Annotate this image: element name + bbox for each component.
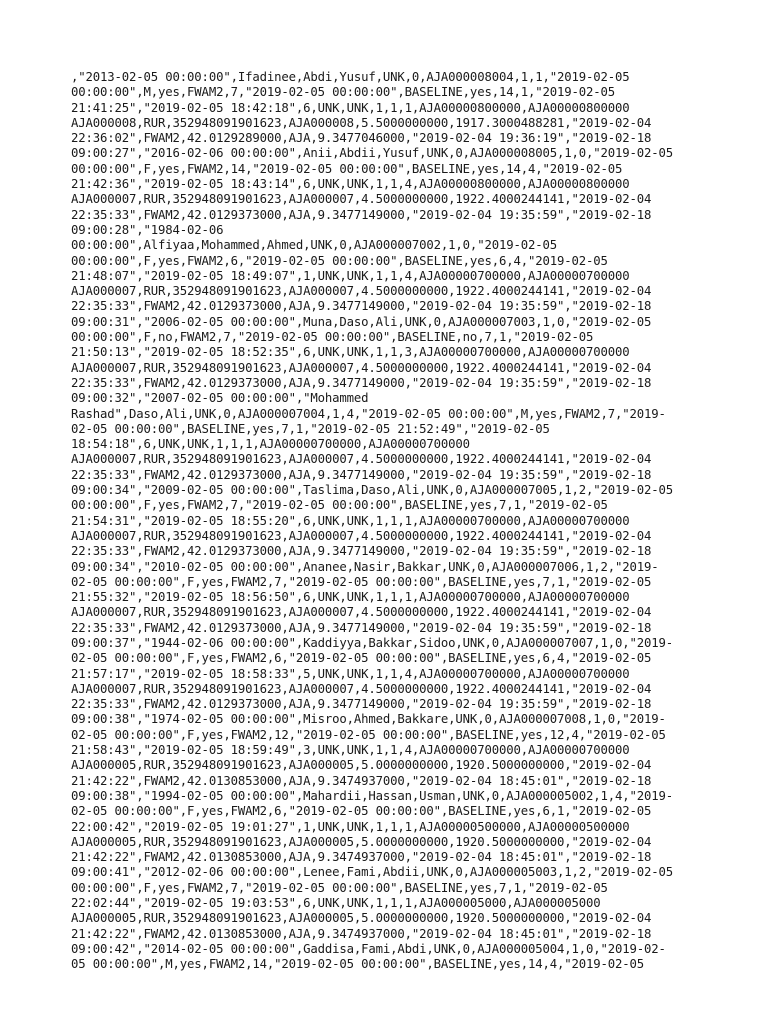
text-line: AJA000005,RUR,352948091901623,AJA000005,5.0000000000,1920.5000000000,"2019-02-04 <box>71 834 652 849</box>
text-line: 00:00:00",Alfiyaa,Mohammed,Ahmed,UNK,0,AJA000007002,1,0,"2019-02-05 <box>71 238 557 253</box>
text-line: 21:42:22",FWAM2,42.0130853000,AJA,9.3474937000,"2019-02-04 18:45:01","2019-02-18 <box>71 850 652 865</box>
text-line: AJA000007,RUR,352948091901623,AJA000007,4.5000000000,1922.4000244141,"2019-02-04 <box>71 284 652 299</box>
text-line: 00:00:00",F,yes,FWAM2,6,"2019-02-05 00:00:00",BASELINE,yes,6,4,"2019-02-05 <box>71 253 608 268</box>
text-line: 09:00:28","1984-02-06 <box>71 222 224 237</box>
text-line: 21:48:07","2019-02-05 18:49:07",1,UNK,UNK,1,1,4,AJA00000700000,AJA00000700000 <box>71 268 630 283</box>
text-line: 22:35:33",FWAM2,42.0129373000,AJA,9.3477149000,"2019-02-04 19:35:59","2019-02-18 <box>71 620 652 635</box>
text-line: AJA000005,RUR,352948091901623,AJA000005,5.0000000000,1920.5000000000,"2019-02-04 <box>71 911 652 926</box>
text-line: 00:00:00",M,yes,FWAM2,7,"2019-02-05 00:00:00",BASELINE,yes,14,1,"2019-02-05 <box>71 85 616 100</box>
text-line: AJA000008,RUR,352948091901623,AJA000008,5.5000000000,1917.3000488281,"2019-02-04 <box>71 115 652 130</box>
text-line: 22:02:44","2019-02-05 19:03:53",6,UNK,UNK,1,1,1,AJA000005000,AJA000005000 <box>71 896 601 911</box>
text-line: Rashad",Daso,Ali,UNK,0,AJA000007004,1,4,"2019-02-05 00:00:00",M,yes,FWAM2,7,"2019- <box>71 406 666 421</box>
text-line: 09:00:42","2014-02-05 00:00:00",Gaddisa,Fami,Abdi,UNK,0,AJA000005004,1,0,"2019-02- <box>71 941 666 956</box>
text-line: 21:50:13","2019-02-05 18:52:35",6,UNK,UNK,1,1,3,AJA00000700000,AJA00000700000 <box>71 345 630 360</box>
text-line: 22:35:33",FWAM2,42.0129373000,AJA,9.3477149000,"2019-02-04 19:35:59","2019-02-18 <box>71 207 652 222</box>
text-line: 21:54:31","2019-02-05 18:55:20",6,UNK,UNK,1,1,1,AJA00000700000,AJA00000700000 <box>71 513 630 528</box>
text-line: 21:55:32","2019-02-05 18:56:50",6,UNK,UNK,1,1,1,AJA00000700000,AJA00000700000 <box>71 590 630 605</box>
text-line: 22:36:02",FWAM2,42.0129289000,AJA,9.3477046000,"2019-02-04 19:36:19","2019-02-18 <box>71 131 652 146</box>
text-line: 02-05 00:00:00",BASELINE,yes,7,1,"2019-02-05 21:52:49","2019-02-05 <box>71 421 550 436</box>
text-line: 18:54:18",6,UNK,UNK,1,1,1,AJA00000700000,AJA00000700000 <box>71 437 470 452</box>
text-line: 22:35:33",FWAM2,42.0129373000,AJA,9.3477149000,"2019-02-04 19:35:59","2019-02-18 <box>71 375 652 390</box>
text-line: 22:35:33",FWAM2,42.0129373000,AJA,9.3477149000,"2019-02-04 19:35:59","2019-02-18 <box>71 697 652 712</box>
text-line: 00:00:00",F,yes,FWAM2,14,"2019-02-05 00:00:00",BASELINE,yes,14,4,"2019-02-05 <box>71 161 623 176</box>
text-line: 09:00:32","2007-02-05 00:00:00","Mohammed <box>71 391 369 406</box>
text-line: 02-05 00:00:00",F,yes,FWAM2,7,"2019-02-05 00:00:00",BASELINE,yes,7,1,"2019-02-05 <box>71 574 652 589</box>
text-line: 09:00:37","1944-02-06 00:00:00",Kaddiyya,Bakkar,Sidoo,UNK,0,AJA000007007,1,0,"2019- <box>71 635 674 650</box>
text-line: 02-05 00:00:00",F,yes,FWAM2,6,"2019-02-05 00:00:00",BASELINE,yes,6,4,"2019-02-05 <box>71 651 652 666</box>
text-line: 02-05 00:00:00",F,yes,FWAM2,12,"2019-02-05 00:00:00",BASELINE,yes,12,4,"2019-02-05 <box>71 727 666 742</box>
text-line: 21:57:17","2019-02-05 18:58:33",5,UNK,UNK,1,1,4,AJA00000700000,AJA00000700000 <box>71 666 630 681</box>
text-line: 00:00:00",F,yes,FWAM2,7,"2019-02-05 00:00:00",BASELINE,yes,7,1,"2019-02-05 <box>71 498 608 513</box>
document-page <box>71 70 711 973</box>
text-line: 00:00:00",F,no,FWAM2,7,"2019-02-05 00:00:00",BASELINE,no,7,1,"2019-02-05 <box>71 330 594 345</box>
text-line: 22:35:33",FWAM2,42.0129373000,AJA,9.3477149000,"2019-02-04 19:35:59","2019-02-18 <box>71 544 652 559</box>
text-line: 21:42:22",FWAM2,42.0130853000,AJA,9.3474937000,"2019-02-04 18:45:01","2019-02-18 <box>71 773 652 788</box>
text-line: 00:00:00",F,yes,FWAM2,7,"2019-02-05 00:00:00",BASELINE,yes,7,1,"2019-02-05 <box>71 880 608 895</box>
text-line: AJA000007,RUR,352948091901623,AJA000007,4.5000000000,1922.4000244141,"2019-02-04 <box>71 528 652 543</box>
text-line: 21:41:25","2019-02-05 18:42:18",6,UNK,UNK,1,1,1,AJA00000800000,AJA00000800000 <box>71 100 630 115</box>
text-line: AJA000007,RUR,352948091901623,AJA000007,4.5000000000,1922.4000244141,"2019-02-04 <box>71 681 652 696</box>
text-line: 22:00:42","2019-02-05 19:01:27",1,UNK,UNK,1,1,1,AJA00000500000,AJA00000500000 <box>71 819 630 834</box>
text-line: 09:00:31","2006-02-05 00:00:00",Muna,Daso,Ali,UNK,0,AJA000007003,1,0,"2019-02-05 <box>71 314 652 329</box>
text-line: 21:42:22",FWAM2,42.0130853000,AJA,9.3474937000,"2019-02-04 18:45:01","2019-02-18 <box>71 926 652 941</box>
text-line: 02-05 00:00:00",F,yes,FWAM2,6,"2019-02-05 00:00:00",BASELINE,yes,6,1,"2019-02-05 <box>71 804 652 819</box>
text-line: AJA000007,RUR,352948091901623,AJA000007,4.5000000000,1922.4000244141,"2019-02-04 <box>71 452 652 467</box>
text-line: 09:00:38","1974-02-05 00:00:00",Misroo,Ahmed,Bakkare,UNK,0,AJA000007008,1,0,"2019- <box>71 712 666 727</box>
text-line: 09:00:34","2010-02-05 00:00:00",Ananee,Nasir,Bakkar,UNK,0,AJA000007006,1,2,"2019- <box>71 559 659 574</box>
text-line: 22:35:33",FWAM2,42.0129373000,AJA,9.3477149000,"2019-02-04 19:35:59","2019-02-18 <box>71 299 652 314</box>
text-line: 22:35:33",FWAM2,42.0129373000,AJA,9.3477149000,"2019-02-04 19:35:59","2019-02-18 <box>71 467 652 482</box>
text-line: AJA000005,RUR,352948091901623,AJA000005,5.0000000000,1920.5000000000,"2019-02-04 <box>71 758 652 773</box>
text-line: 09:00:27","2016-02-06 00:00:00",Anii,Abdii,Yusuf,UNK,0,AJA000008005,1,0,"2019-02-05 <box>71 146 674 161</box>
text-line: 09:00:38","1994-02-05 00:00:00",Mahardii,Hassan,Usman,UNK,0,AJA000005002,1,4,"2019- <box>71 788 674 803</box>
text-line: AJA000007,RUR,352948091901623,AJA000007,4.5000000000,1922.4000244141,"2019-02-04 <box>71 192 652 207</box>
text-line: 09:00:41","2012-02-06 00:00:00",Lenee,Fami,Abdii,UNK,0,AJA000005003,1,2,"2019-02-05 <box>71 865 674 880</box>
text-line: AJA000007,RUR,352948091901623,AJA000007,4.5000000000,1922.4000244141,"2019-02-04 <box>71 360 652 375</box>
text-line: AJA000007,RUR,352948091901623,AJA000007,4.5000000000,1922.4000244141,"2019-02-04 <box>71 605 652 620</box>
text-line: 05 00:00:00",M,yes,FWAM2,14,"2019-02-05 00:00:00",BASELINE,yes,14,4,"2019-02-05 <box>71 957 645 972</box>
text-line: 21:42:36","2019-02-05 18:43:14",6,UNK,UNK,1,1,4,AJA00000800000,AJA00000800000 <box>71 177 630 192</box>
text-line: ,"2013-02-05 00:00:00",Ifadinee,Abdi,Yusuf,UNK,0,AJA000008004,1,1,"2019-02-05 <box>71 70 630 84</box>
text-line: 21:58:43","2019-02-05 18:59:49",3,UNK,UNK,1,1,4,AJA00000700000,AJA00000700000 <box>71 743 630 758</box>
text-line: 09:00:34","2009-02-05 00:00:00",Taslima,Daso,Ali,UNK,0,AJA000007005,1,2,"2019-02-05 <box>71 483 674 498</box>
